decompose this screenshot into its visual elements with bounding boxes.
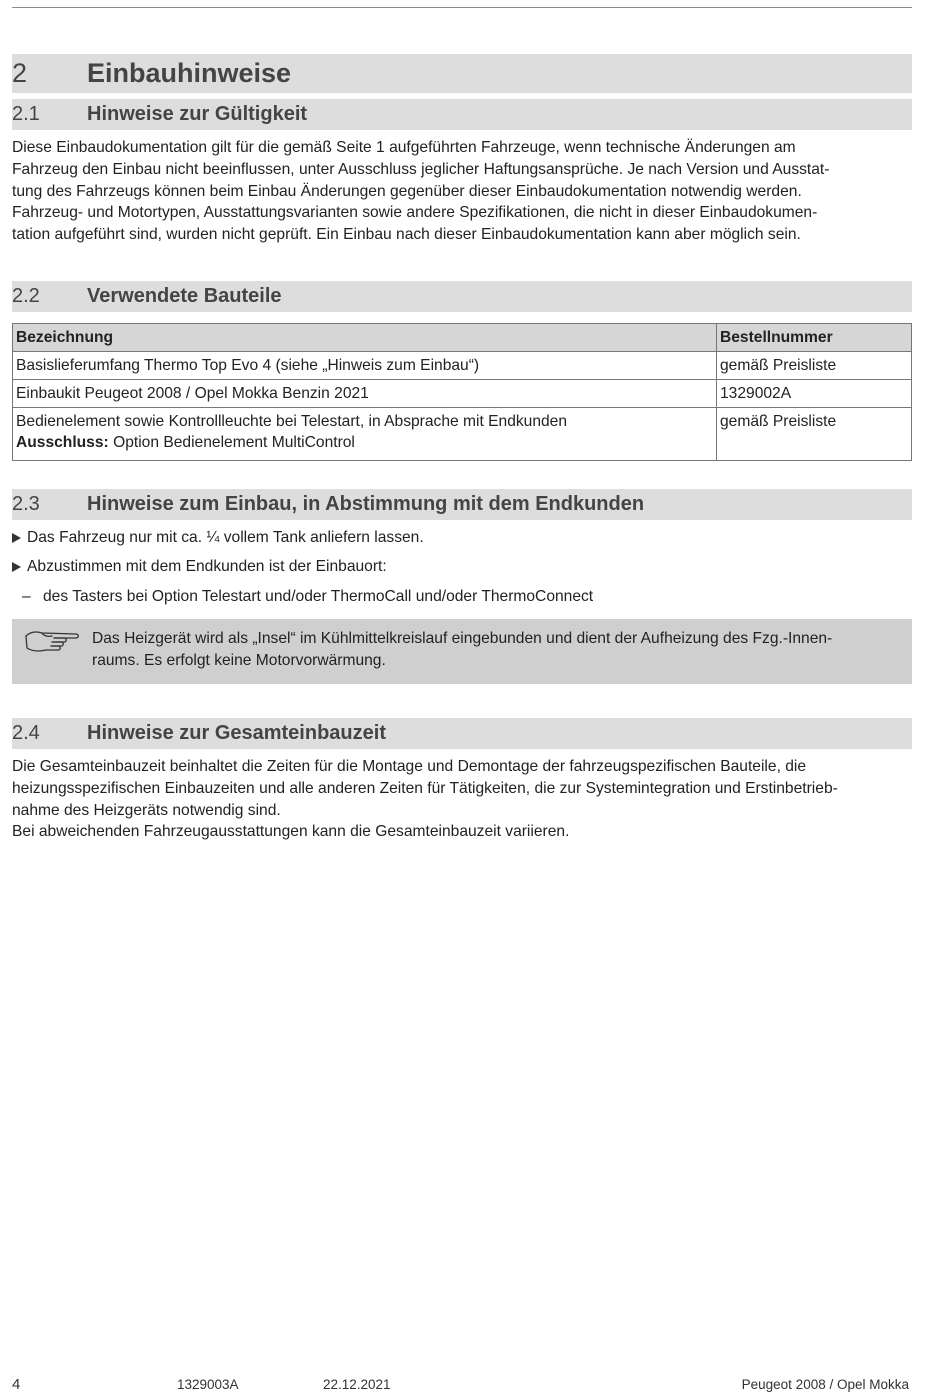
parts-table: [12, 323, 912, 461]
triangle-bullet-icon: [12, 533, 21, 543]
subsection-title: Hinweise zur Gültigkeit: [87, 103, 308, 125]
order-number-cell: 1329002A: [717, 380, 912, 408]
subsection-number: 2.1: [12, 103, 40, 125]
list-item: [12, 558, 387, 576]
sub-list-item-text: des Tasters bei Option Telestart und/oder ThermoCall und/oder ThermoConnect: [43, 588, 594, 605]
table-row: [13, 408, 912, 461]
subsection-number: 2.3: [12, 493, 40, 515]
list-item-text: Abzustimmen mit dem Endkunden ist der Einbauort:: [27, 558, 387, 575]
order-number-cell: gemäß Preisliste: [717, 352, 912, 380]
footer-doc-number: 1329003A: [177, 1377, 239, 1392]
part-name-cell: [13, 408, 717, 461]
note-box: [12, 619, 912, 684]
pointing-hand-icon: [24, 627, 80, 664]
subsection-heading-2-4: [12, 718, 912, 749]
subsection-heading-2-2: [12, 281, 912, 312]
table-header-row: [13, 324, 912, 352]
subsection-title: Verwendete Bauteile: [87, 285, 282, 307]
paragraph-line: Fahrzeug- und Motortypen, Ausstattungsvarianten sowie andere Spezifikationen, die nicht in dieser Einbaudokumen-: [12, 204, 818, 222]
paragraph-line: tung des Fahrzeugs können beim Einbau Änderungen gegenüber dieser Einbaudokumentation notwendig werden.: [12, 182, 802, 200]
paragraph-line: Bei abweichenden Fahrzeugausstattungen kann die Gesamteinbauzeit variieren.: [12, 823, 570, 841]
paragraph-line: Die Gesamteinbauzeit beinhaltet die Zeiten für die Montage und Demontage der fahrzeugspezifischen Bauteile, die: [12, 758, 807, 775]
part-name-text: Bedienelement sowie Kontrollleuchte bei Telestart, in Absprache mit Endkunden: [16, 413, 568, 430]
paragraph-line: heizungsspezifischen Einbauzeiten und alle anderen Zeiten für Tätigkeiten, die zur Systemintegration und Erstinbetrieb-: [12, 779, 838, 797]
part-name-cell: Basislieferumfang Thermo Top Evo 4 (siehe „Hinweis zum Einbau“): [13, 352, 717, 380]
dash-bullet: –: [22, 588, 31, 605]
exclusion-label: Ausschluss:: [16, 434, 109, 451]
note-line: raums. Es erfolgt keine Motorvorwärmung.: [92, 652, 386, 669]
subsection-title: Hinweise zum Einbau, in Abstimmung mit dem Endkunden: [87, 493, 645, 515]
part-name-cell: Einbaukit Peugeot 2008 / Opel Mokka Benzin 2021: [13, 380, 717, 408]
paragraph-line: tation aufgeführt sind, wurden nicht geprüft. Ein Einbau nach dieser Einbaudokumentation kann aber möglich sein.: [12, 226, 801, 244]
subsection-number: 2.4: [12, 722, 40, 744]
installation-time-paragraph: [12, 756, 912, 843]
column-header-name: Bezeichnung: [13, 324, 717, 352]
subsection-heading-2-1: [12, 99, 912, 130]
section-number: 2: [12, 58, 28, 88]
footer-date: 22.12.2021: [323, 1377, 391, 1392]
triangle-bullet-icon: [12, 562, 21, 572]
note-text: [92, 628, 907, 672]
list-item: [12, 529, 424, 547]
paragraph-line: Diese Einbaudokumentation gilt für die gemäß Seite 1 aufgeführten Fahrzeuge, wenn technische Änderungen am: [12, 139, 796, 156]
page-number: 4: [12, 1376, 21, 1393]
table-row: [13, 352, 912, 380]
column-header-order-number: Bestellnummer: [717, 324, 912, 352]
section-heading-2: [12, 54, 912, 93]
paragraph-line: Fahrzeug den Einbau nicht beeinflussen, unter Ausschluss jeglicher Haftungsansprüche. Je nach Version und Ausstat-: [12, 160, 830, 178]
table-row: [13, 380, 912, 408]
subsection-heading-2-3: [12, 489, 912, 520]
sub-list-item: [22, 588, 593, 606]
exclusion-text: Option Bedienelement MultiControl: [108, 434, 355, 451]
order-number-cell: gemäß Preisliste: [717, 408, 912, 461]
note-line: Das Heizgerät wird als „Insel“ im Kühlmittelkreislauf eingebunden und dient der Aufheizung des Fzg.-Innen-: [92, 630, 833, 647]
subsection-title: Hinweise zur Gesamteinbauzeit: [87, 722, 386, 744]
section-title: Einbauhinweise: [87, 58, 292, 88]
header-rule: [12, 7, 912, 8]
validity-paragraph: [12, 137, 912, 246]
footer-vehicle-model: Peugeot 2008 / Opel Mokka: [741, 1377, 909, 1392]
list-item-text: Das Fahrzeug nur mit ca. ¼ vollem Tank anliefern lassen.: [27, 529, 424, 546]
subsection-number: 2.2: [12, 285, 40, 307]
paragraph-line: nahme des Heizgeräts notwendig sind.: [12, 801, 281, 819]
